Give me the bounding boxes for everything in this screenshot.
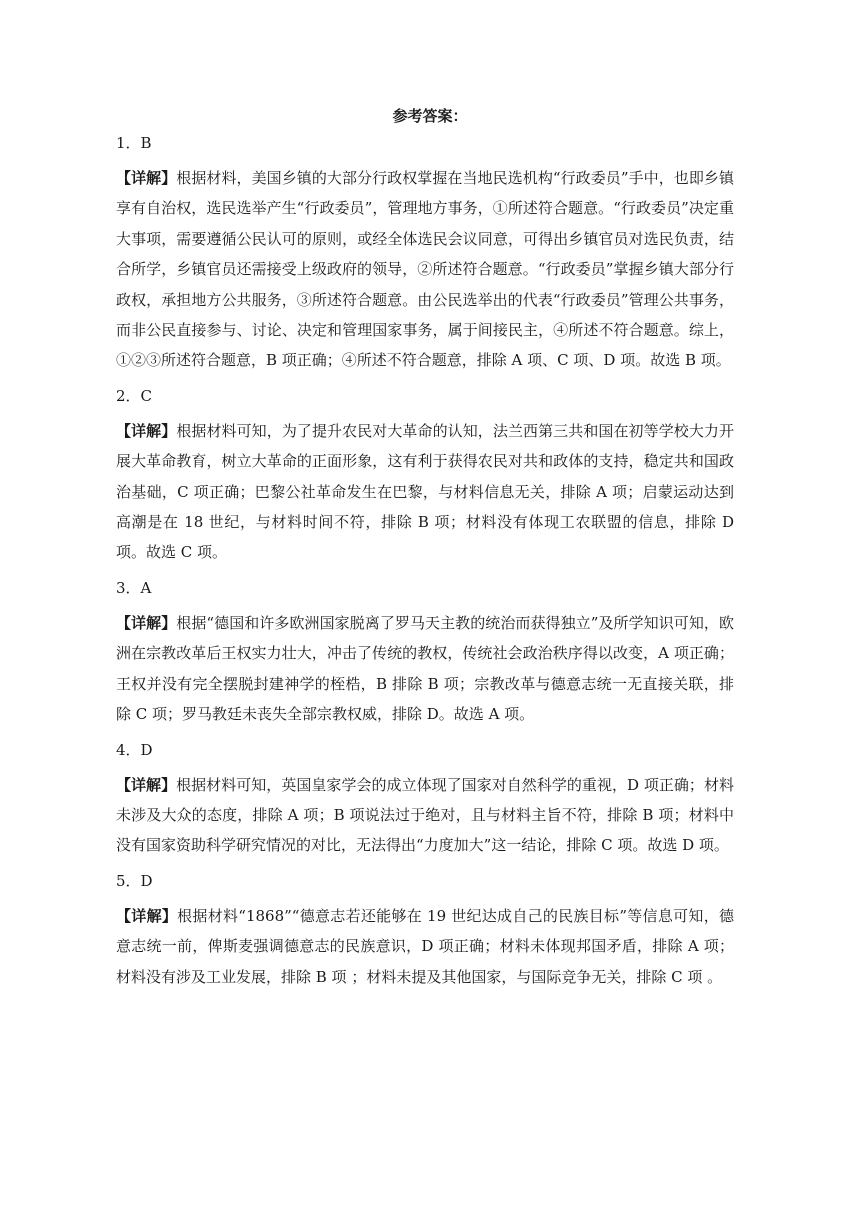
explanation <box>116 901 734 992</box>
answer-list <box>116 132 734 1001</box>
explanation-tag: 【详解】 <box>116 906 178 925</box>
explanation-text: 根据材料可知，为了提升农民对大革命的认知，法兰西第三共和国在初等学校大力开展大革命教育，树立大革命的正面形象，这有利于获得农民对共和政体的支持，稳定共和国政治基础，C 项正确；巴黎公社革命发生在巴黎，与材料信息无关，排除 A 项；启蒙运动达到高潮是在 18 世纪，与材料时间不符，排除 B 项；材料没有体现工农联盟的信息，排除 D 项。故选 C 项。 <box>116 421 734 562</box>
explanation <box>116 163 734 376</box>
explanation <box>116 770 734 861</box>
answer-item-3 <box>116 577 734 730</box>
explanation-tag: 【详解】 <box>116 613 177 632</box>
explanation-tag: 【详解】 <box>116 169 177 187</box>
explanation <box>116 608 734 730</box>
explanation-text: 根据材料“1868”“德意志若还能够在 19 世纪达成自己的民族目标”等信息可知，德意志统一前，俾斯麦强调德意志的民族意识，D 项正确；材料未体现邦国矛盾，排除 A 项；材料没有涉及工业发展，排除 B 项 ；材料未提及其他国家，与国际竞争无关，排除 C 项 。 <box>116 906 734 986</box>
explanation-text: 根据材料可知，英国皇家学会的成立体现了国家对自然科学的重视，D 项正确；材料未涉及大众的态度，排除 A 项；B 项说法过于绝对，且与材料主旨不符，排除 B 项；材料中没有国家资助科学研究情况的对比，无法得出“力度加大”这一结论，排除 C 项。故选 D 项。 <box>116 775 734 855</box>
question-number: 2．C <box>116 386 153 405</box>
answer-item-1 <box>116 132 734 376</box>
explanation-text: 根据材料，美国乡镇的大部分行政权掌握在当地民选机构“行政委员”手中，也即乡镇享有自治权，选民选举产生“行政委员”，管理地方事务，①所述符合题意。“行政委员”决定重大事项，需要遵循公民认可的原则，或经全体选民会议同意，可得出乡镇官员对选民负责，结合所学，乡镇官员还需接受上级政府的领导，②所述符合题意。“行政委员”掌握乡镇大部分行政权，承担地方公共服务，③所述符合题意。由公民选举出的代表“行政委员”管理公共事务，而非公民直接参与、讨论、决定和管理国家事务，属于间接民主，④所述不符合题意。综上，①②③所述符合题意，B 项正确；④所述不符合题意，排除 A 项、C 项、D 项。故选 B 项。 <box>116 169 734 370</box>
explanation <box>116 416 734 568</box>
question-number: 5．D <box>116 871 153 890</box>
answer-item-2 <box>116 385 734 568</box>
question-number: 4．D <box>116 740 153 759</box>
page-title: 参考答案： <box>392 107 468 125</box>
explanation-tag: 【详解】 <box>116 421 177 440</box>
question-number: 3．A <box>116 578 152 597</box>
explanation-text: 根据“德国和许多欧洲国家脱离了罗马天主教的统治而获得独立”及所学知识可知，欧洲在宗教改革后王权实力壮大，冲击了传统的教权，传统社会政治秩序得以改变，A 项正确；王权并没有完全摆脱封建神学的桎梏，B 排除 B 项；宗教改革与德意志统一无直接关联，排除 C 项；罗马教廷未丧失全部宗教权威，排除 D。故选 A 项。 <box>116 613 734 724</box>
answer-item-5 <box>116 870 734 992</box>
answer-item-4 <box>116 739 734 861</box>
explanation-tag: 【详解】 <box>116 775 177 794</box>
question-number: 1．B <box>116 134 152 152</box>
